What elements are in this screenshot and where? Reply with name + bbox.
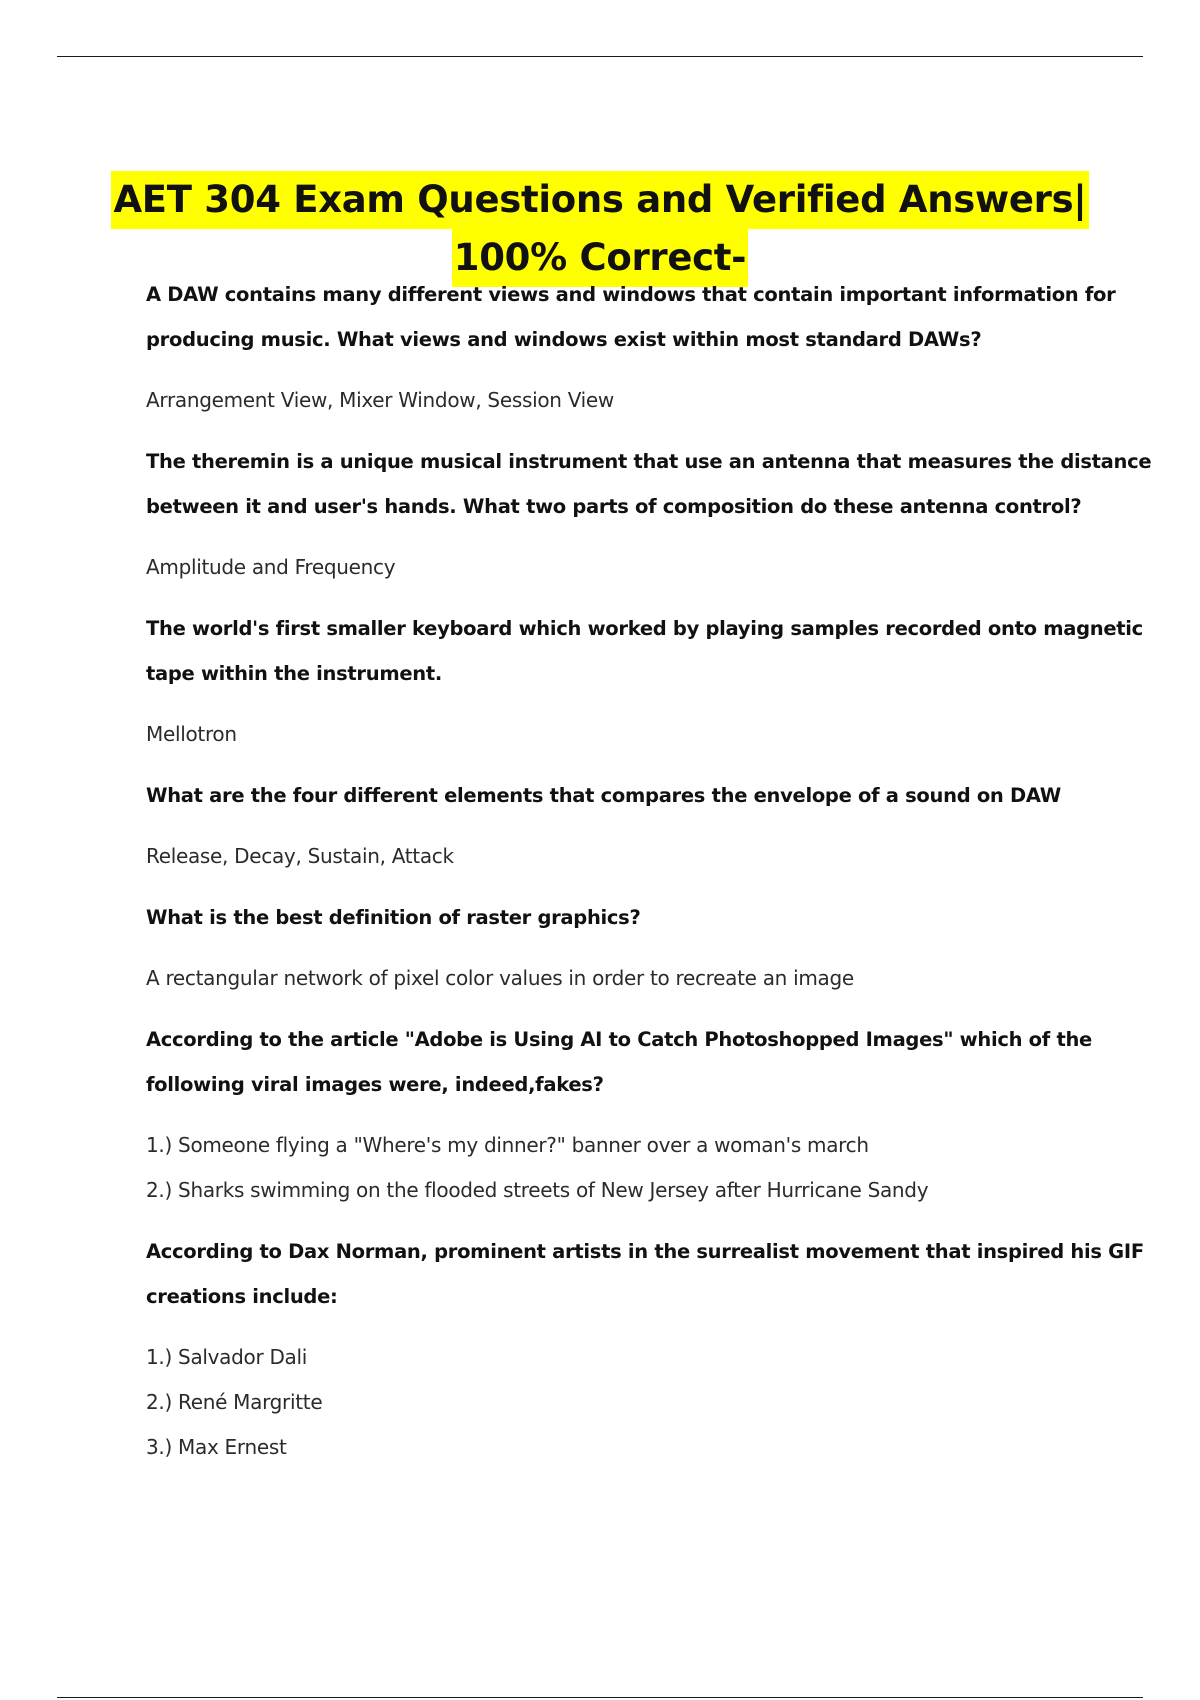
qa-item-1 xyxy=(146,272,1116,439)
question-line: tape within the instrument. xyxy=(146,662,442,685)
answer-line: 1.) Someone flying a "Where's my dinner?" banner over a woman's march xyxy=(146,1133,869,1157)
answer xyxy=(146,378,1086,423)
answer xyxy=(146,956,1086,1001)
question xyxy=(146,439,1152,529)
title-line-2: 100% Correct- xyxy=(452,229,748,287)
document-title xyxy=(0,171,1200,287)
answer xyxy=(146,545,1086,590)
qa-item-3 xyxy=(146,606,1143,773)
question xyxy=(146,1017,1092,1107)
answer xyxy=(146,834,1086,879)
answer xyxy=(146,712,1086,757)
answer-line: 3.) Max Ernest xyxy=(146,1435,287,1459)
answer-line: A rectangular network of pixel color values in order to recreate an image xyxy=(146,966,854,990)
question-line: According to Dax Norman, prominent artists in the surrealist movement that inspired his GIF xyxy=(146,1240,1144,1263)
answer-line: 2.) René Margritte xyxy=(146,1390,323,1414)
qa-item-2 xyxy=(146,439,1152,606)
qa-item-7 xyxy=(146,1229,1144,1470)
question-line: What are the four different elements that compares the envelope of a sound on DAW xyxy=(146,784,1062,807)
answer-line: Arrangement View, Mixer Window, Session View xyxy=(146,388,614,412)
qa-item-6 xyxy=(146,1017,1092,1229)
question xyxy=(146,272,1116,362)
question xyxy=(146,895,1086,940)
qa-list xyxy=(146,272,1152,1470)
question xyxy=(146,606,1143,696)
top-rule xyxy=(57,56,1143,57)
qa-item-5 xyxy=(146,895,1086,1017)
question-line: between it and user's hands. What two parts of composition do these antenna control? xyxy=(146,495,1082,518)
answer-line: Amplitude and Frequency xyxy=(146,555,396,579)
answer-line: Mellotron xyxy=(146,722,237,746)
question-line: following viral images were, indeed,fakes? xyxy=(146,1073,604,1096)
bottom-rule xyxy=(57,1697,1143,1698)
answer-line: 1.) Salvador Dali xyxy=(146,1345,308,1369)
question xyxy=(146,773,1086,818)
question-line: The theremin is a unique musical instrument that use an antenna that measures the distance xyxy=(146,450,1152,473)
question-line: The world's first smaller keyboard which worked by playing samples recorded onto magnetic xyxy=(146,617,1143,640)
question-line: creations include: xyxy=(146,1285,338,1308)
answer xyxy=(146,1335,1086,1470)
question-line: According to the article "Adobe is Using AI to Catch Photoshopped Images" which of the xyxy=(146,1028,1092,1051)
question xyxy=(146,1229,1144,1319)
question-line: What is the best definition of raster graphics? xyxy=(146,906,641,929)
answer xyxy=(146,1123,1086,1213)
question-line: A DAW contains many different views and windows that contain important information for xyxy=(146,283,1116,306)
question-line: producing music. What views and windows exist within most standard DAWs? xyxy=(146,328,982,351)
qa-item-4 xyxy=(146,773,1086,895)
answer-line: Release, Decay, Sustain, Attack xyxy=(146,844,454,868)
title-line-1: AET 304 Exam Questions and Verified Answers| xyxy=(111,171,1088,229)
answer-line: 2.) Sharks swimming on the flooded streets of New Jersey after Hurricane Sandy xyxy=(146,1178,929,1202)
